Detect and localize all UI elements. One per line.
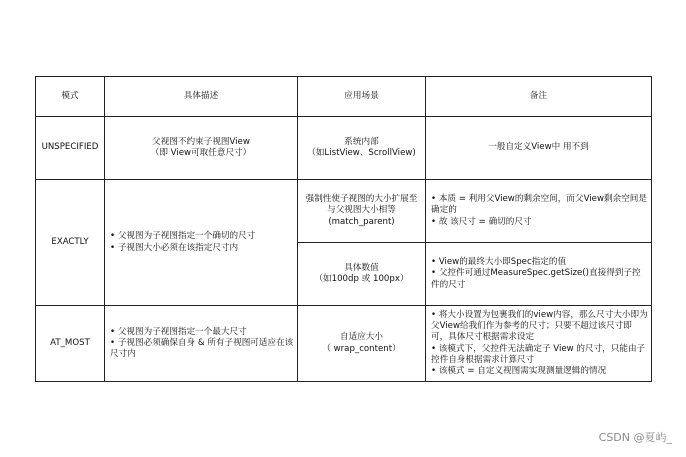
list-item: • 父视图为子视图指定一个最大尺寸	[110, 327, 294, 338]
scene-line: 与父视图大小相等	[327, 205, 396, 216]
desc-unspecified	[105, 117, 298, 180]
row-exactly-1	[36, 180, 652, 243]
scene-line: （ wrap_content）	[322, 343, 401, 354]
scene-line: （如100dp 或 100px）	[314, 274, 409, 284]
scene-line: 自适应大小	[340, 332, 383, 343]
list-item: • 父视图为子视图指定一个确切的尺寸	[110, 231, 294, 242]
note-match-parent-list	[429, 194, 648, 228]
list-item: • 将大小设置为包裹我们的view内容，那么尺寸大小即为父View给我们作为参考的尺寸；只要不超过该尺寸即可，具体尺寸根据需求设定	[431, 310, 648, 344]
scene-line: (match_parent)	[328, 216, 395, 227]
list-item: • 子视图大小必须在该指定尺寸内	[110, 243, 294, 254]
list-item: • 子视图必须确保自身 & 所有子视图可适应在该尺寸内	[110, 338, 294, 360]
list-item: • 本质 = 利用父View的剩余空间，而父View剩余空间是确定的	[431, 194, 648, 216]
row-unspecified	[36, 117, 652, 180]
scene-line: 具体数值	[344, 262, 379, 273]
scene-unspecified	[298, 117, 426, 180]
scene-line: 系统内部	[344, 136, 379, 147]
scene-line: （如ListView、ScrollView)	[307, 148, 416, 158]
measure-spec-table	[35, 76, 652, 382]
desc-line: （即 View可取任意尺寸）	[150, 148, 252, 158]
list-item: • 父控件可通过MeasureSpec.getSize()直接得到子控件的尺寸	[431, 268, 648, 290]
header-mode: 模式	[36, 77, 105, 117]
scene-wrap-content	[298, 306, 426, 382]
mode-at-most: AT_MOST	[36, 306, 105, 382]
header-row	[36, 77, 652, 117]
list-item: • 该模式 = 自定义视图需实现测量逻辑的情况	[431, 366, 648, 377]
note-fixed-value-list	[429, 257, 648, 291]
scene-line: 强制性使子视图的大小扩展至	[305, 194, 418, 205]
list-item: • View的最终大小即Spec指定的值	[431, 257, 648, 268]
scene-fixed-value	[298, 243, 426, 306]
header-description: 具体描述	[105, 77, 298, 117]
list-item: • 故 该尺寸 = 确切的尺寸	[431, 217, 648, 228]
note-fixed-value	[426, 243, 652, 306]
desc-at-most-list	[108, 327, 294, 361]
note-match-parent	[426, 180, 652, 243]
note-at-most-list	[429, 310, 648, 377]
desc-exactly-list	[108, 231, 294, 253]
desc-exactly	[105, 180, 298, 306]
row-at-most	[36, 306, 652, 382]
scene-match-parent	[298, 180, 426, 243]
desc-line: 父视图不约束子视图View	[152, 136, 250, 147]
mode-unspecified: UNSPECIFIED	[36, 117, 105, 180]
header-scenario: 应用场景	[298, 77, 426, 117]
csdn-watermark: CSDN @夏屿_	[598, 431, 672, 444]
note-unspecified: 一般自定义View中 用不到	[426, 117, 652, 180]
header-notes: 备注	[426, 77, 652, 117]
list-item: • 该模式下，父控件无法确定子 View 的尺寸，只能由子控件自身根据需求计算尺寸	[431, 344, 648, 366]
note-at-most	[426, 306, 652, 382]
desc-at-most	[105, 306, 298, 382]
mode-exactly: EXACTLY	[36, 180, 105, 306]
